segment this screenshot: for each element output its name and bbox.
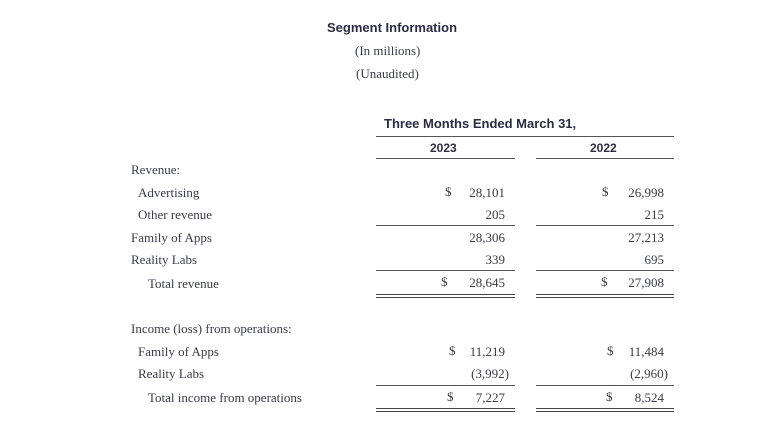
currency-symbol: $ — [445, 184, 452, 199]
value-rl-income-2023: (3,992) — [471, 366, 509, 381]
value-rl-income-2022: (2,960) — [630, 366, 668, 381]
value-other-revenue-2022: 215 — [644, 207, 664, 222]
final-double-rule-bottom-2022 — [536, 411, 674, 412]
subtotal-rule-2022 — [536, 225, 674, 226]
value-advertising-2023: 28,101 — [469, 185, 505, 200]
total-rule-2022 — [536, 270, 674, 271]
total-rule-2023 — [376, 270, 515, 271]
total-income-rule-2023 — [376, 385, 515, 386]
total-income-rule-2022 — [536, 385, 674, 386]
double-rule-top-2023 — [376, 294, 515, 295]
value-rl-revenue-2022: 695 — [644, 252, 664, 267]
value-foa-income-2023: 11,219 — [469, 344, 505, 359]
value-foa-revenue-2023: 28,306 — [469, 230, 505, 245]
currency-symbol: $ — [606, 389, 613, 404]
value-total-revenue-2022: 27,908 — [628, 275, 664, 290]
currency-symbol: $ — [607, 343, 614, 358]
currency-symbol: $ — [449, 343, 456, 358]
row-label-family-of-apps-revenue: Family of Apps — [131, 230, 212, 245]
value-advertising-2022: 26,998 — [628, 185, 664, 200]
value-total-revenue-2023: 28,645 — [469, 275, 505, 290]
units-note: (In millions) — [355, 43, 421, 58]
row-label-reality-labs-income: Reality Labs — [138, 366, 205, 381]
value-other-revenue-2023: 205 — [485, 207, 505, 222]
column-header-2022: 2022 — [590, 141, 617, 155]
row-label-reality-labs-revenue: Reality Labs — [131, 252, 198, 267]
row-label-family-of-apps-income: Family of Apps — [138, 344, 219, 359]
subtotal-rule-2023 — [376, 225, 515, 226]
currency-symbol: $ — [447, 389, 454, 404]
header-rule-2023 — [376, 158, 515, 159]
currency-symbol: $ — [601, 274, 608, 289]
currency-symbol: $ — [602, 184, 609, 199]
period-header: Three Months Ended March 31, — [384, 116, 577, 131]
currency-symbol: $ — [441, 274, 448, 289]
page-title: Segment Information — [327, 20, 458, 35]
revenue-heading: Revenue: — [131, 162, 181, 177]
final-double-rule-top-2022 — [536, 408, 674, 409]
double-rule-bottom-2023 — [376, 297, 515, 298]
row-label-advertising: Advertising — [138, 185, 200, 200]
final-double-rule-top-2023 — [376, 408, 515, 409]
value-foa-income-2022: 11,484 — [628, 344, 664, 359]
row-label-other-revenue: Other revenue — [138, 207, 212, 222]
column-header-2023: 2023 — [430, 141, 457, 155]
income-heading: Income (loss) from operations: — [131, 321, 292, 336]
double-rule-top-2022 — [536, 294, 674, 295]
value-total-income-2023: 7,227 — [475, 390, 505, 405]
row-label-total-revenue: Total revenue — [148, 276, 219, 291]
value-rl-revenue-2023: 339 — [485, 252, 505, 267]
value-total-income-2022: 8,524 — [634, 390, 664, 405]
value-foa-revenue-2022: 27,213 — [628, 230, 664, 245]
double-rule-bottom-2022 — [536, 297, 674, 298]
period-rule — [376, 136, 674, 137]
unaudited-note: (Unaudited) — [356, 66, 419, 81]
header-rule-2022 — [536, 158, 674, 159]
final-double-rule-bottom-2023 — [376, 411, 515, 412]
row-label-total-income: Total income from operations — [148, 390, 302, 405]
